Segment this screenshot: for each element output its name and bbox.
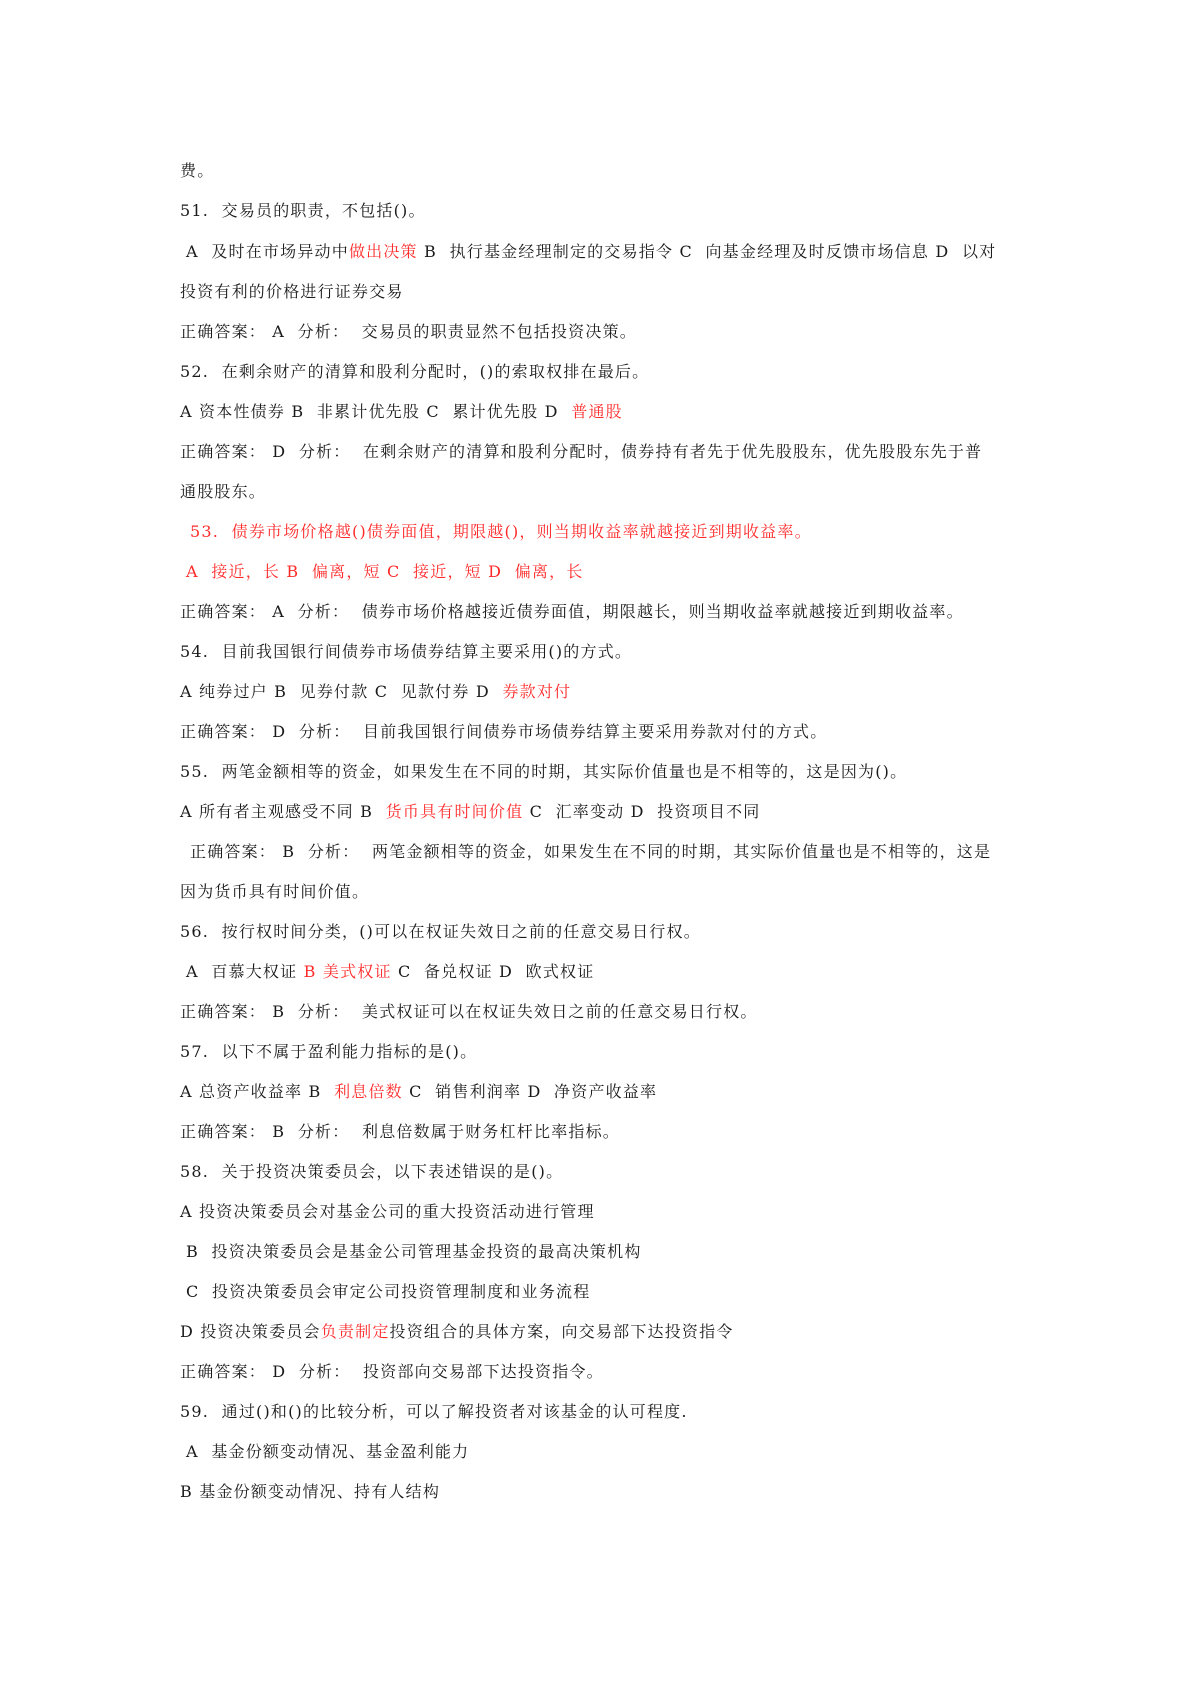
text-line-l24 — [180, 1121, 1020, 1143]
line-text: 正确答案： D 分析： 在剩余财产的清算和股利分配时，债券持有者先于优先股股东，优先股股东先于普 — [180, 442, 983, 461]
line-text: 费。 — [180, 161, 215, 180]
line-text: A 纯券过户 B 见券付款 C 见款付券 D — [180, 682, 503, 701]
text-line-l19 — [180, 921, 1020, 943]
line-text: 正确答案： B 分析： 两笔金额相等的资金，如果发生在不同的时期，其实际价值量也是不相等的，这是 — [190, 842, 992, 861]
highlighted-answer-text: 券款对付 — [502, 682, 572, 701]
text-line-l00 — [180, 160, 1020, 182]
text-line-l09 — [190, 521, 1030, 543]
text-line-l25 — [180, 1161, 1020, 1183]
line-text: A 及时在市场异动中 — [186, 242, 349, 261]
line-text: A 百慕大权证 — [186, 962, 304, 981]
text-line-l01 — [180, 200, 1020, 222]
line-text: C 汇率变动 D 投资项目不同 — [523, 802, 761, 821]
highlighted-answer-text: B 美式权证 — [303, 962, 392, 981]
highlighted-answer-text: A 接近，长 B 偏离，短 C 接近，短 D 偏离，长 — [186, 562, 584, 581]
highlighted-answer-text: 负责制定 — [320, 1322, 390, 1341]
line-text: 57. 以下不属于盈利能力指标的是()。 — [180, 1042, 478, 1061]
text-line-l14 — [180, 721, 1020, 743]
line-text: C 备兑权证 D 欧式权证 — [391, 962, 595, 981]
line-text: A 基金份额变动情况、基金盈利能力 — [186, 1442, 470, 1461]
line-text: 51. 交易员的职责，不包括()。 — [180, 201, 426, 220]
line-text: B 基金份额变动情况、持有人结构 — [180, 1482, 441, 1501]
text-line-l29 — [180, 1321, 1020, 1343]
text-line-l18 — [180, 881, 1020, 903]
text-line-l06 — [180, 401, 1020, 423]
line-text: 投资有利的价格进行证券交易 — [180, 282, 404, 301]
text-line-l33 — [180, 1481, 1020, 1503]
line-text: A 投资决策委员会对基金公司的重大投资活动进行管理 — [180, 1202, 595, 1221]
line-text: 59. 通过()和()的比较分析，可以了解投资者对该基金的认可程度. — [180, 1402, 688, 1421]
line-text: 58. 关于投资决策委员会，以下表述错误的是()。 — [180, 1162, 564, 1181]
line-text: 正确答案： A 分析： 交易员的职责显然不包括投资决策。 — [180, 322, 637, 341]
text-line-l16 — [180, 801, 1020, 823]
text-line-l27 — [186, 1241, 1026, 1263]
text-line-l22 — [180, 1041, 1020, 1063]
line-text: 正确答案： D 分析： 目前我国银行间债券市场债券结算主要采用券款对付的方式。 — [180, 722, 828, 741]
text-line-l04 — [180, 321, 1020, 343]
text-line-l10 — [186, 561, 1026, 583]
line-text: 正确答案： B 分析： 利息倍数属于财务杠杆比率指标。 — [180, 1122, 620, 1141]
text-line-l02 — [186, 241, 1026, 263]
text-line-l12 — [180, 641, 1020, 663]
text-line-l11 — [180, 601, 1020, 623]
line-text: C 投资决策委员会审定公司投资管理制度和业务流程 — [186, 1282, 591, 1301]
line-text: 通股股东。 — [180, 482, 267, 501]
line-text: A 所有者主观感受不同 B — [180, 802, 386, 821]
text-line-l05 — [180, 361, 1020, 383]
line-text: 56. 按行权时间分类，()可以在权证失效日之前的任意交易日行权。 — [180, 922, 701, 941]
highlighted-answer-text: 53. 债券市场价格越()债券面值，期限越()，则当期收益率就越接近到期收益率。 — [190, 522, 812, 541]
line-text: 因为货币具有时间价值。 — [180, 882, 370, 901]
text-line-l13 — [180, 681, 1020, 703]
text-line-l07 — [180, 441, 1020, 463]
line-text: 54. 目前我国银行间债券市场债券结算主要采用()的方式。 — [180, 642, 633, 661]
text-line-l08 — [180, 481, 1020, 503]
text-line-l17 — [190, 841, 1030, 863]
line-text: 正确答案： B 分析： 美式权证可以在权证失效日之前的任意交易日行权。 — [180, 1002, 758, 1021]
text-line-l31 — [180, 1401, 1020, 1423]
text-line-l15 — [180, 761, 1020, 783]
text-line-l26 — [180, 1201, 1020, 1223]
highlighted-answer-text: 利息倍数 — [334, 1082, 403, 1101]
line-text: D 投资决策委员会 — [180, 1322, 321, 1341]
text-line-l30 — [180, 1361, 1020, 1383]
line-text: 55. 两笔金额相等的资金，如果发生在不同的时期，其实际价值量也是不相等的，这是因为()。 — [180, 762, 908, 781]
line-text: C 销售利润率 D 净资产收益率 — [402, 1082, 658, 1101]
text-line-l23 — [180, 1081, 1020, 1103]
highlighted-answer-text: 货币具有时间价值 — [385, 802, 524, 821]
text-line-l28 — [186, 1281, 1026, 1303]
line-text: B 执行基金经理制定的交易指令 C 向基金经理及时反馈市场信息 D 以对 — [417, 242, 997, 261]
line-text: 52. 在剩余财产的清算和股利分配时，()的索取权排在最后。 — [180, 362, 650, 381]
line-text: A 资本性债券 B 非累计优先股 C 累计优先股 D — [180, 402, 572, 421]
line-text: 正确答案： A 分析： 债券市场价格越接近债券面值，期限越长，则当期收益率就越接近到期收益率。 — [180, 602, 964, 621]
text-line-l20 — [186, 961, 1026, 983]
highlighted-answer-text: 做出决策 — [348, 242, 418, 261]
line-text: 投资组合的具体方案，向交易部下达投资指令 — [389, 1322, 734, 1341]
text-line-l03 — [180, 281, 1020, 303]
text-line-l32 — [186, 1441, 1026, 1463]
highlighted-answer-text: 普通股 — [571, 402, 623, 421]
line-text: B 投资决策委员会是基金公司管理基金投资的最高决策机构 — [186, 1242, 642, 1261]
line-text: 正确答案： D 分析： 投资部向交易部下达投资指令。 — [180, 1362, 604, 1381]
text-line-l21 — [180, 1001, 1020, 1023]
line-text: A 总资产收益率 B — [180, 1082, 335, 1101]
